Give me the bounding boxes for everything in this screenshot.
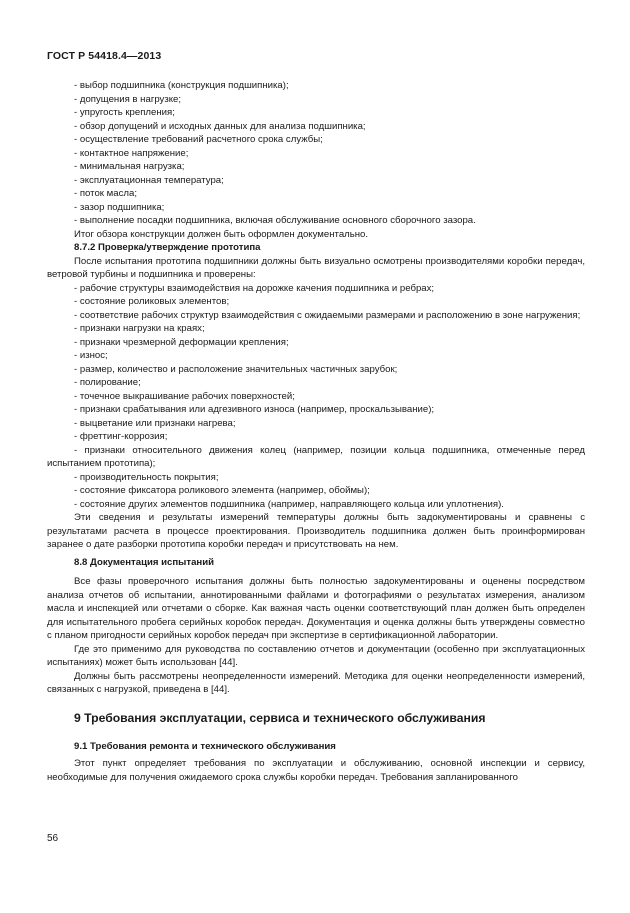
paragraph: Эти сведения и результаты измерений температуры должны быть задокументированы и сравнены с результатами расчета в процессе проектирования. Производитель подшипника должен быть проинформирован заранее о дате разборки прототипа коробки передач и присутствовать на нем. bbox=[47, 512, 585, 550]
list-item: - поток масла; bbox=[74, 188, 137, 199]
list-item: - эксплуатационная температура; bbox=[74, 174, 224, 186]
list-item: - состояние фиксатора роликового элемента (например, обоймы); bbox=[74, 485, 370, 496]
list-item: - фреттинг-коррозия; bbox=[74, 431, 168, 442]
section-heading: 8.7.2 Проверка/утверждение прототипа bbox=[74, 242, 261, 253]
list-item: - выполнение посадки подшипника, включая обслуживание основного сборочного зазора. bbox=[74, 215, 476, 226]
paragraph: Где это применимо для руководства по составлению отчетов и документации (особенно при эксплуатационных испытаниях) может быть использован [44]. bbox=[47, 643, 585, 668]
section-heading: 9.1 Требования ремонта и технического обслуживания bbox=[74, 740, 336, 752]
list-item: - упругость крепления; bbox=[74, 107, 175, 118]
list-item: - минимальная нагрузка; bbox=[74, 161, 185, 172]
list-item: - состояние других элементов подшипника (например, направляющего кольца или уплотнения). bbox=[74, 498, 504, 510]
list-item: - рабочие структуры взаимодействия на дорожке качения подшипника и ребрах; bbox=[74, 282, 435, 294]
list-item: - признаки срабатывания или адгезивного износа (например, проскальзывание); bbox=[74, 404, 435, 415]
list-item: - признаки относительного движения колец (например, позиции кольца подшипника, отмеченные перед испытанием прототипа); bbox=[47, 444, 585, 469]
paragraph: После испытания прототипа подшипники должны быть визуально осмотрены производителями коробки передач, ветровой турбины и подшипника и проверены: bbox=[47, 255, 585, 280]
list-item: - точечное выкрашивание рабочих поверхностей; bbox=[74, 390, 295, 402]
list-item: - износ; bbox=[74, 350, 108, 361]
document-header: ГОСТ Р 54418.4—2013 bbox=[47, 50, 162, 62]
paragraph: Итог обзора конструкции должен быть оформлен документально. bbox=[74, 228, 369, 240]
list-item: - состояние роликовых элементов; bbox=[74, 296, 230, 307]
paragraph: Должны быть рассмотрены неопределенности измерений. Методика для оценки неопределенности измерений, связанных с нагрузкой, приведена в [44]. bbox=[47, 670, 585, 695]
list-item: - выцветание или признаки нагрева; bbox=[74, 417, 236, 429]
list-item: - признаки чрезмерной деформации крепления; bbox=[74, 336, 289, 348]
document-body bbox=[47, 79, 585, 784]
list-item: - зазор подшипника; bbox=[74, 201, 165, 213]
paragraph: Этот пункт определяет требования по эксплуатации и обслуживанию, основной инспекции и сервису, необходимые для получения ожидаемого срока службы коробки передач. Требования запланированного bbox=[47, 758, 585, 783]
list-item: - размер, количество и расположение значительных частичных зарубок; bbox=[74, 363, 398, 375]
page-number: 56 bbox=[47, 833, 59, 844]
list-item: - осуществление требований расчетного срока службы; bbox=[74, 134, 323, 145]
list-item: - признаки нагрузки на краях; bbox=[74, 323, 205, 334]
list-item: - обзор допущений и исходных данных для анализа подшипника; bbox=[74, 120, 366, 132]
chapter-heading: 9 Требования эксплуатации, сервиса и технического обслуживания bbox=[74, 710, 486, 725]
list-item: - контактное напряжение; bbox=[74, 147, 189, 159]
list-item: - соответствие рабочих структур взаимодействия с ожидаемыми размерами и расположению в зоне нагружения; bbox=[74, 309, 581, 321]
paragraph: Все фазы проверочного испытания должны быть полностью задокументированы и оценены посредством анализа отчетов об испытании, аннотированными файлами и фотографиями о результатах измерения, анализом масла и инспекцией или отчетами о сборке. Как важная часть оценки соответствующий план должен быть определен для испытательного пробега серийных коробок передач. Документация и оценка должны быть утверждены совместно с планом пригодности серийных коробок передач при экспертизе в сертификационной лаборатории. bbox=[47, 576, 585, 641]
list-item: - выбор подшипника (конструкция подшипника); bbox=[74, 80, 289, 91]
list-item: - допущения в нагрузке; bbox=[74, 93, 182, 105]
list-item: - производительность покрытия; bbox=[74, 471, 219, 483]
list-item: - полирование; bbox=[74, 377, 141, 388]
section-heading: 8.8 Документация испытаний bbox=[74, 556, 214, 568]
